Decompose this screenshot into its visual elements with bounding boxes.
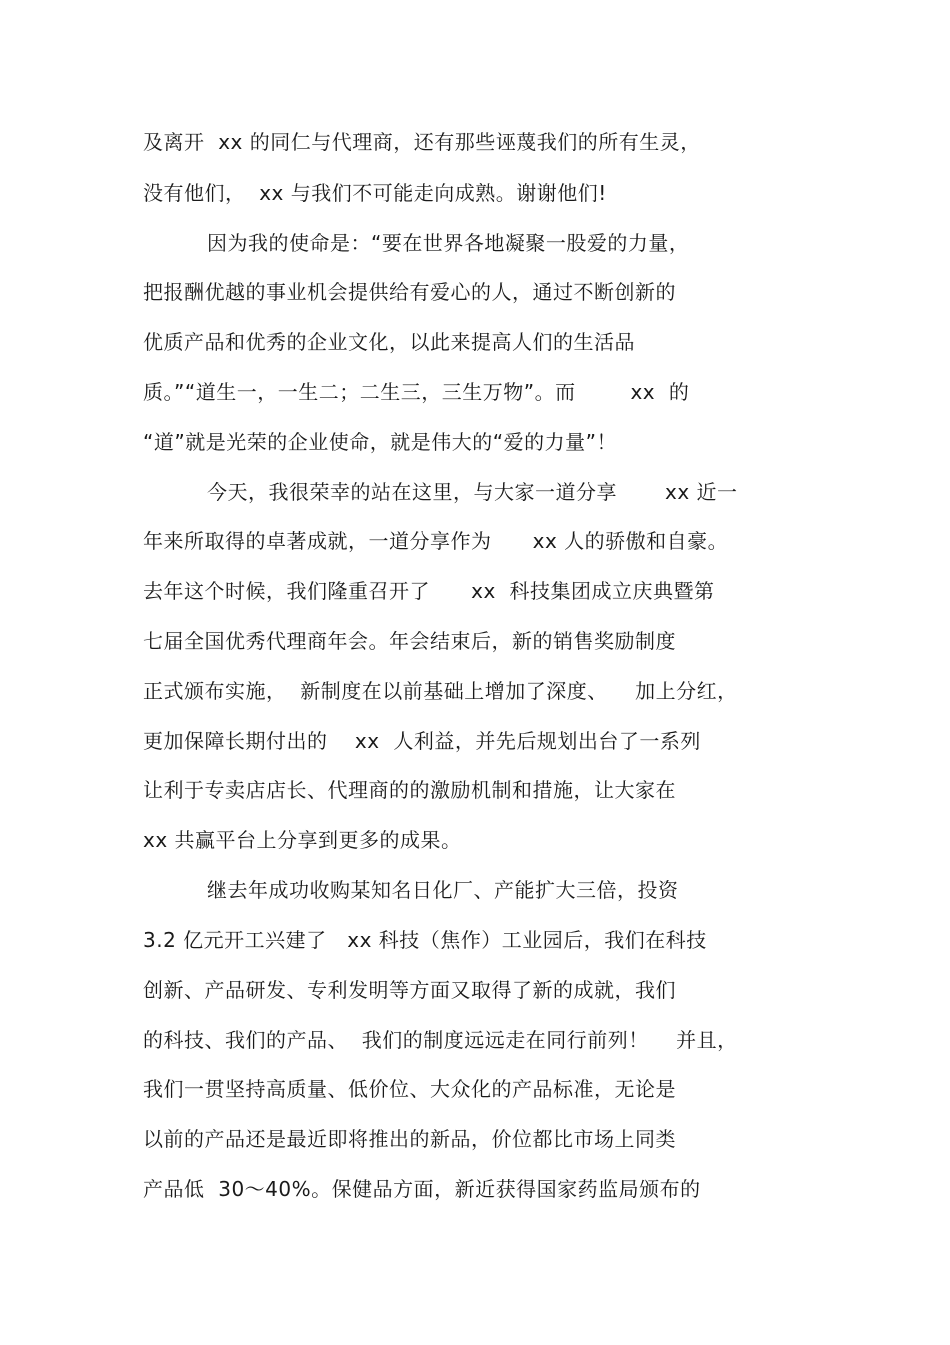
text-line: “道”就是光荣的企业使命，就是伟大的“爱的力量”！ bbox=[143, 430, 617, 454]
text-line: 我们一贯坚持高质量、低价位、大众化的产品标准，无论是 bbox=[143, 1077, 676, 1101]
text-line: 的科技、我们的产品、 我们的制度远远走在同行前列！ 并且， bbox=[143, 1028, 738, 1052]
text-line: 质。”“道生一，一生二；二生三，三生万物”。而 xx 的 bbox=[143, 380, 690, 404]
text-line: 及离开 xx 的同仁与代理商，还有那些诬蔑我们的所有生灵， bbox=[143, 130, 701, 154]
text-line: 更加保障长期付出的 xx 人利益，并先后规划出台了一系列 bbox=[143, 729, 701, 753]
text-line: 没有他们， xx 与我们不可能走向成熟。谢谢他们! bbox=[143, 181, 607, 205]
paragraph-start-line: 今天，我很荣幸的站在这里，与大家一道分享 xx 近一 bbox=[207, 480, 738, 504]
text-line: 七届全国优秀代理商年会。年会结束后，新的销售奖励制度 bbox=[143, 629, 676, 653]
text-line: 3.2 亿元开工兴建了 xx 科技（焦作）工业园后，我们在科技 bbox=[143, 928, 707, 952]
text-line: 把报酬优越的事业机会提供给有爱心的人，通过不断创新的 bbox=[143, 280, 676, 304]
text-line: 产品低 30～40%。保健品方面，新近获得国家药监局颁布的 bbox=[143, 1177, 701, 1201]
text-line: 正式颁布实施， 新制度在以前基础上增加了深度、 加上分红， bbox=[143, 679, 738, 703]
paragraph-start-line: 继去年成功收购某知名日化厂、产能扩大三倍，投资 bbox=[207, 878, 679, 902]
text-line: 创新、产品研发、专利发明等方面又取得了新的成就，我们 bbox=[143, 978, 676, 1002]
text-line: 优质产品和优秀的企业文化，以此来提高人们的生活品 bbox=[143, 330, 635, 354]
paragraph-start-line: 因为我的使命是：“要在世界各地凝聚一股爱的力量， bbox=[207, 231, 690, 255]
text-line: 去年这个时候，我们隆重召开了 xx 科技集团成立庆典暨第 bbox=[143, 579, 715, 603]
text-line: 让利于专卖店店长、代理商的的激励机制和措施，让大家在 bbox=[143, 778, 676, 802]
text-line: 年来所取得的卓著成就，一道分享作为 xx 人的骄傲和自豪。 bbox=[143, 529, 729, 553]
text-line: xx 共赢平台上分享到更多的成果。 bbox=[143, 828, 462, 852]
text-line: 以前的产品还是最近即将推出的新品，价位都比市场上同类 bbox=[143, 1127, 676, 1151]
